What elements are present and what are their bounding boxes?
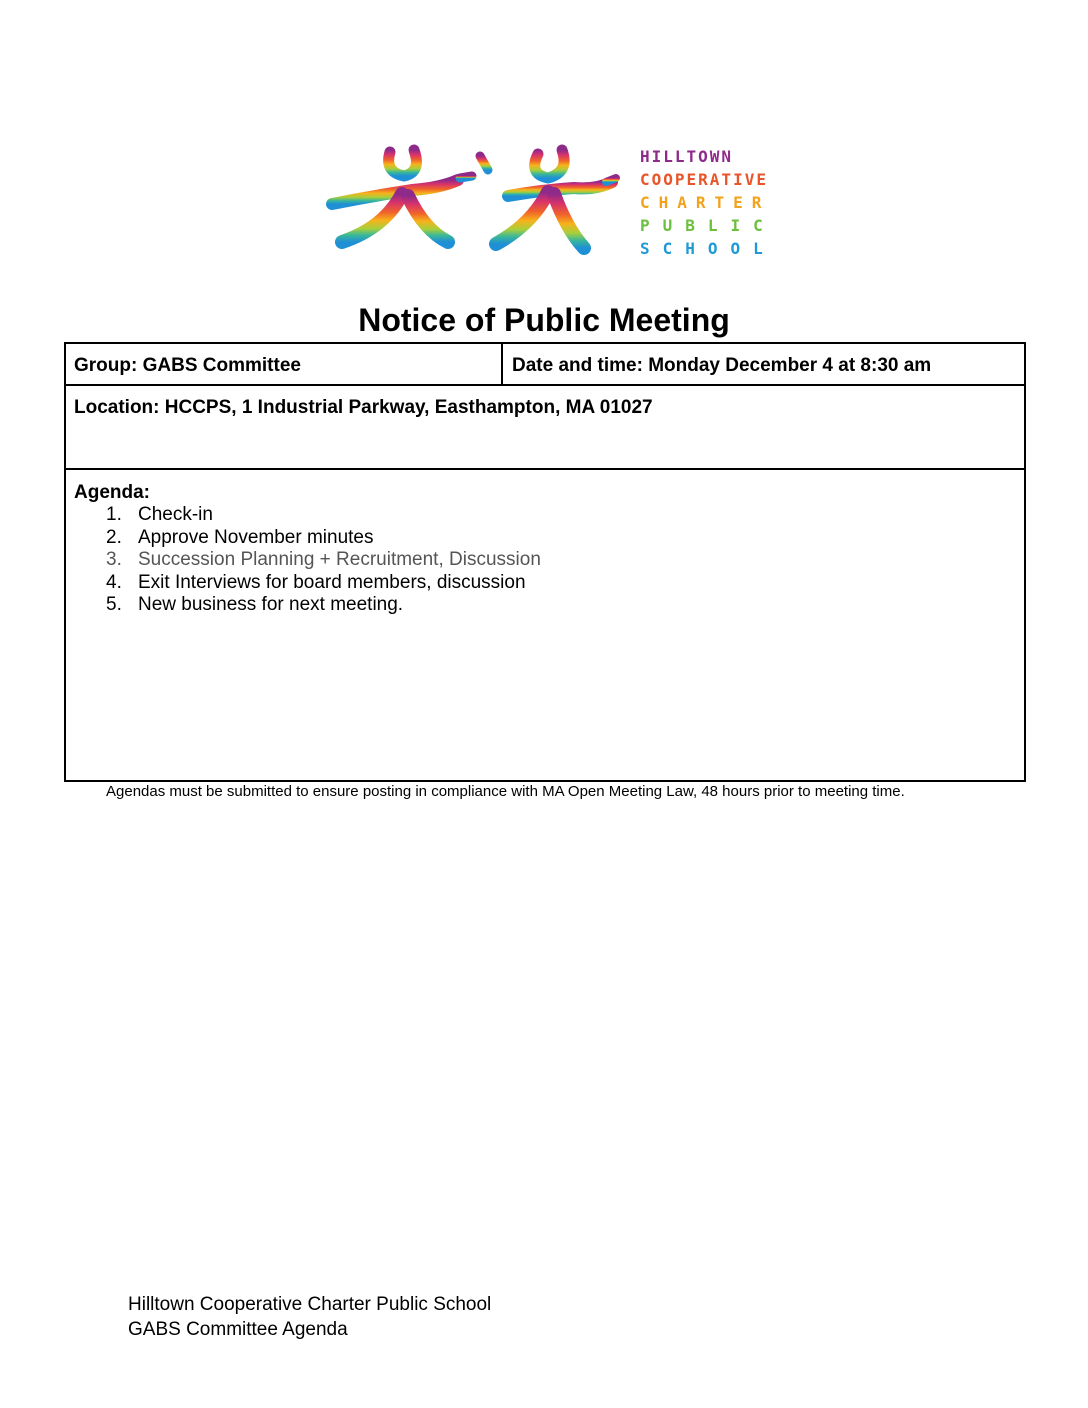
logo-text-line-4: PUBLIC [640,216,776,235]
footer-document-name: GABS Committee Agenda [128,1319,348,1340]
agenda-label: Agenda: [74,482,150,503]
page-title: Notice of Public Meeting [358,302,730,338]
agenda-item-number: 1. [106,504,122,525]
agenda-item-number: 5. [106,594,122,615]
school-logo [312,138,782,266]
agenda-item-text: Approve November minutes [138,526,374,548]
agenda-item-number: 2. [106,526,122,548]
agenda-item-number: 4. [106,571,122,593]
open-meeting-law-note: Agendas must be submitted to ensure posting in compliance with MA Open Meeting Law, 48 hours prior to meeting time. [106,783,905,800]
school-logo-graphic [312,138,782,266]
agenda-item-number: 3. [106,549,122,570]
page-footer [128,1292,491,1342]
logo-text-line-1: HILLTOWN [640,147,734,166]
agenda-item [74,504,1024,527]
agenda-item [74,594,1024,617]
agenda-item [74,549,1024,572]
agenda-list [74,504,1024,617]
agenda-item-text: Succession Planning + Recruitment, Discussion [138,549,541,570]
footer-school-name: Hilltown Cooperative Charter Public School [128,1294,492,1315]
location-cell: Location: HCCPS, 1 Industrial Parkway, Easthampton, MA 01027 [66,386,1024,470]
agenda-item-text: New business for next meeting. [138,594,404,615]
date-time-cell: Date and time: Monday December 4 at 8:30 am [512,355,932,376]
meeting-details-table [64,342,1026,782]
agenda-item [74,572,1024,595]
logo-text-line-2: COOPERATIVE [640,170,768,189]
agenda-item-text: Exit Interviews for board members, discussion [138,571,526,593]
agenda-item-text: Check-in [138,504,213,525]
agenda-cell [66,470,1024,780]
header-row [66,344,1024,386]
group-cell: Group: GABS Committee [66,344,503,384]
agenda-item [74,527,1024,550]
logo-text-line-5: SCHOOL [640,239,776,258]
logo-text-line-3: CHARTER [640,193,771,212]
